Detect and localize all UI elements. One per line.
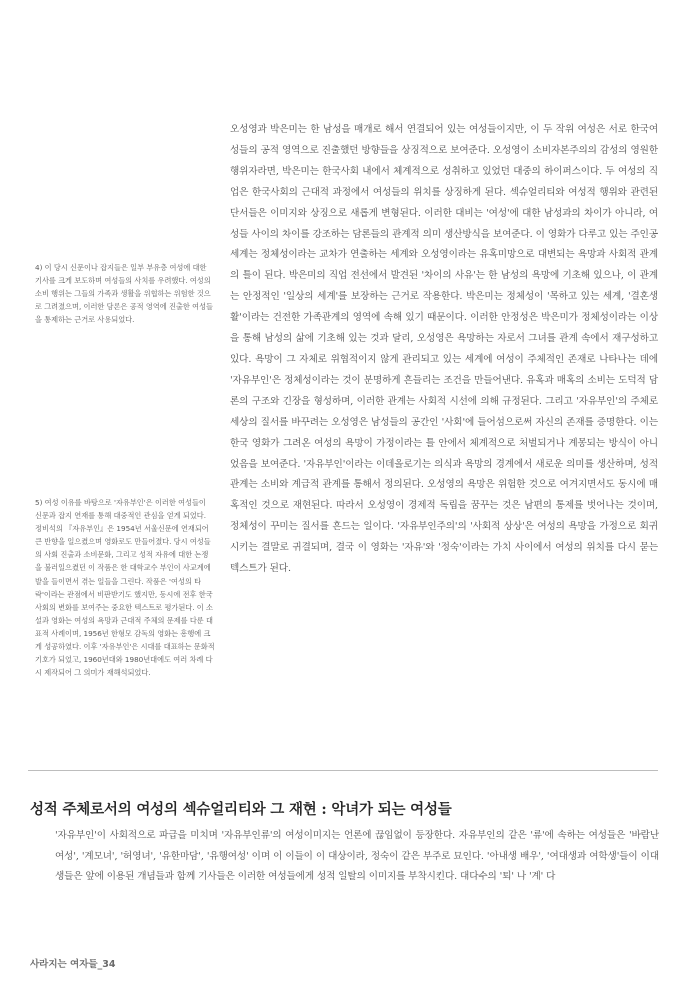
main-body-text: 오성영과 박은미는 한 남성을 매개로 해서 연결되어 있는 여성들이지만, 이 두 작위 여성은 서로 한국여성들의 공적 영역으로 진출했던 방향들을 상징적으로 보여준다. 오성영이 소비자본주의의 감성의 영원한 행위자라면, 박은미는 한국사회 내에서 체계적으로 성취하고 있었던 대중의 하이퍼스이다. 두 여성의 직업은 한국사회의 근대적 과정에서 여성들의 위치를 상징하게 된다. 섹슈얼리티와 여성적 행위와 관련된 단서들은 이미지와 상징으로 새롭게 변형된다. 이러한 대비는 '여성'에 대한 남성과의 차이가 아니라, 여성들 사이의 차이를 강조하는 담론들의 관계적 의미 생산방식을 보여준다. 이 영화가 다루고 있는 주인공 세계는 정체성이라는 교차가 연출하는 세계와 오성영이라는 유혹미망으로 대변되는 욕망과 사회적 관계의 틀이 된다. 박은미의 직업 전선에서 발견된 '차이의 사유'는 한 남성의 욕망에 기초해 있으나, 이 관계는 안정적인 '일상의 세계'를 보장하는 근거로 작용한다. 박은미는 정체성이 '목하고 있는 세계, '결혼생활'이라는 건전한 가족관계의 영역에 속해 있기 때문이다. 이러한 안정성은 박은미가 정체성이라는 이상을 통해 남성의 삶에 기초해 있는 것과 달리, 오성영은 욕망하는 자로서 그녀를 관계 속에서 재구성하고 있다. 욕망이 그 자체로 위협적이지 않게 관리되고 있는 세계에 여성이 주체적인 존재로 나타나는 데에 '자유부인'은 정체성이라는 것이 분명하게 흔들리는 조건을 만들어낸다. 유혹과 매혹의 소비는 도덕적 담론의 구조와 긴장을 형성하며, 이러한 관계는 사회적 시선에 의해 규정된다. 그리고 '자유부인'의 주체로 세상의 질서를 바꾸려는 오성영은 남성들의 공간인 '사회'에 들어섬으로써 자신의 존재를 증명한다. 이는 한국 영화가 그려온 여성의 욕망이 가정이라는 틀 안에서 체계적으로 처벌되거나 계몽되는 방식이 아니었음을 보여준다. '자유부인'이라는 이데올로기는 의식과 욕망의 경계에서 새로운 의미를 생산하며, 성적 관계는 소비와 계급적 관계를 통해서 정의된다. 오성영의 욕망은 위험한 것으로 여겨지면서도 동시에 매혹적인 것으로 재현된다. 따라서 오성영이 경제적 독립을 꿈꾸는 것은 남편의 통제를 벗어나는 것이며, 정체성이 꾸미는 질서를 흔드는 일이다. '자유부인주의'의 '사회적 상상'은 여성의 욕망을 가정으로 회귀시키는 결말로 귀결되며, 결국 이 영화는 '자유'와 '정숙'이라는 가치 사이에서 여성의 위치를 다시 묻는 텍스트가 된다. bbox=[230, 124, 658, 575]
section-divider bbox=[28, 770, 658, 771]
bottom-text-column bbox=[55, 826, 659, 888]
page-footer: 사라지는 여자들_34 bbox=[30, 959, 116, 970]
main-text-column bbox=[230, 120, 658, 580]
section-title: 성적 주체로서의 여성의 섹슈얼리티와 그 재현 : 악녀가 되는 여성들 bbox=[30, 801, 452, 818]
footnote-5: 5) 여성 이유를 바탕으로 '자유부인'은 이러한 여성들이 신문과 잡지 연재를 통해 대중적인 관심을 얻게 되었다. 정비석의 『자유부인』은 1954년 서울신문에 연재되어 큰 반향을 일으켰으며 영화로도 만들어졌다. 당시 여성들의 사회 진출과 소비문화, 그리고 성적 자유에 대한 논쟁을 불러일으켰던 이 작품은 한 대학교수 부인이 사교계에 발을 들이면서 겪는 일들을 그린다. 작품은 '여성의 타락'이라는 관점에서 비판받기도 했지만, 동시에 전후 한국사회의 변화를 보여주는 중요한 텍스트로 평가된다. 이 소설과 영화는 여성의 욕망과 근대적 주체의 문제를 다룬 대표적 사례이며, 1956년 한형모 감독의 영화는 흥행에 크게 성공하였다. 이후 '자유부인'은 시대를 대표하는 문화적 기호가 되었고, 1960년대와 1980년대에도 여러 차례 다시 제작되어 그 의미가 재해석되었다. bbox=[35, 498, 215, 678]
footnote-4: 4) 이 당시 신문이나 잡지들은 일부 부유층 여성에 대한 기사를 크게 보도하며 여성들의 사치를 우려했다. 여성의 소비 행위는 그들의 가족과 생활을 위협하는 위험한 것으로 그려졌으며, 이러한 담론은 공적 영역에 진출한 여성들을 통제하는 근거로 사용되었다. bbox=[35, 263, 213, 325]
bottom-body-text: '자유부인'이 사회적으로 파급을 미치며 '자유부인류'의 여성이미지는 언론에 끊임없이 등장한다. 자유부인의 같은 '류'에 속하는 여성들은 '바람난 여성', '계모녀', '허영녀', '유한마담', '유행여성' 이며 이 이들이 이 대상이라, 정숙이 같은 부주로 묘인다. '아내생 배우', '여대생과 여학생'들이 이대생들은 앞에 이용된 개념들과 함께 기사들은 이러한 여성들에게 성적 일탈의 이미지를 부착시킨다. 대다수의 '퇴' 나 '계' 다 bbox=[55, 830, 659, 883]
